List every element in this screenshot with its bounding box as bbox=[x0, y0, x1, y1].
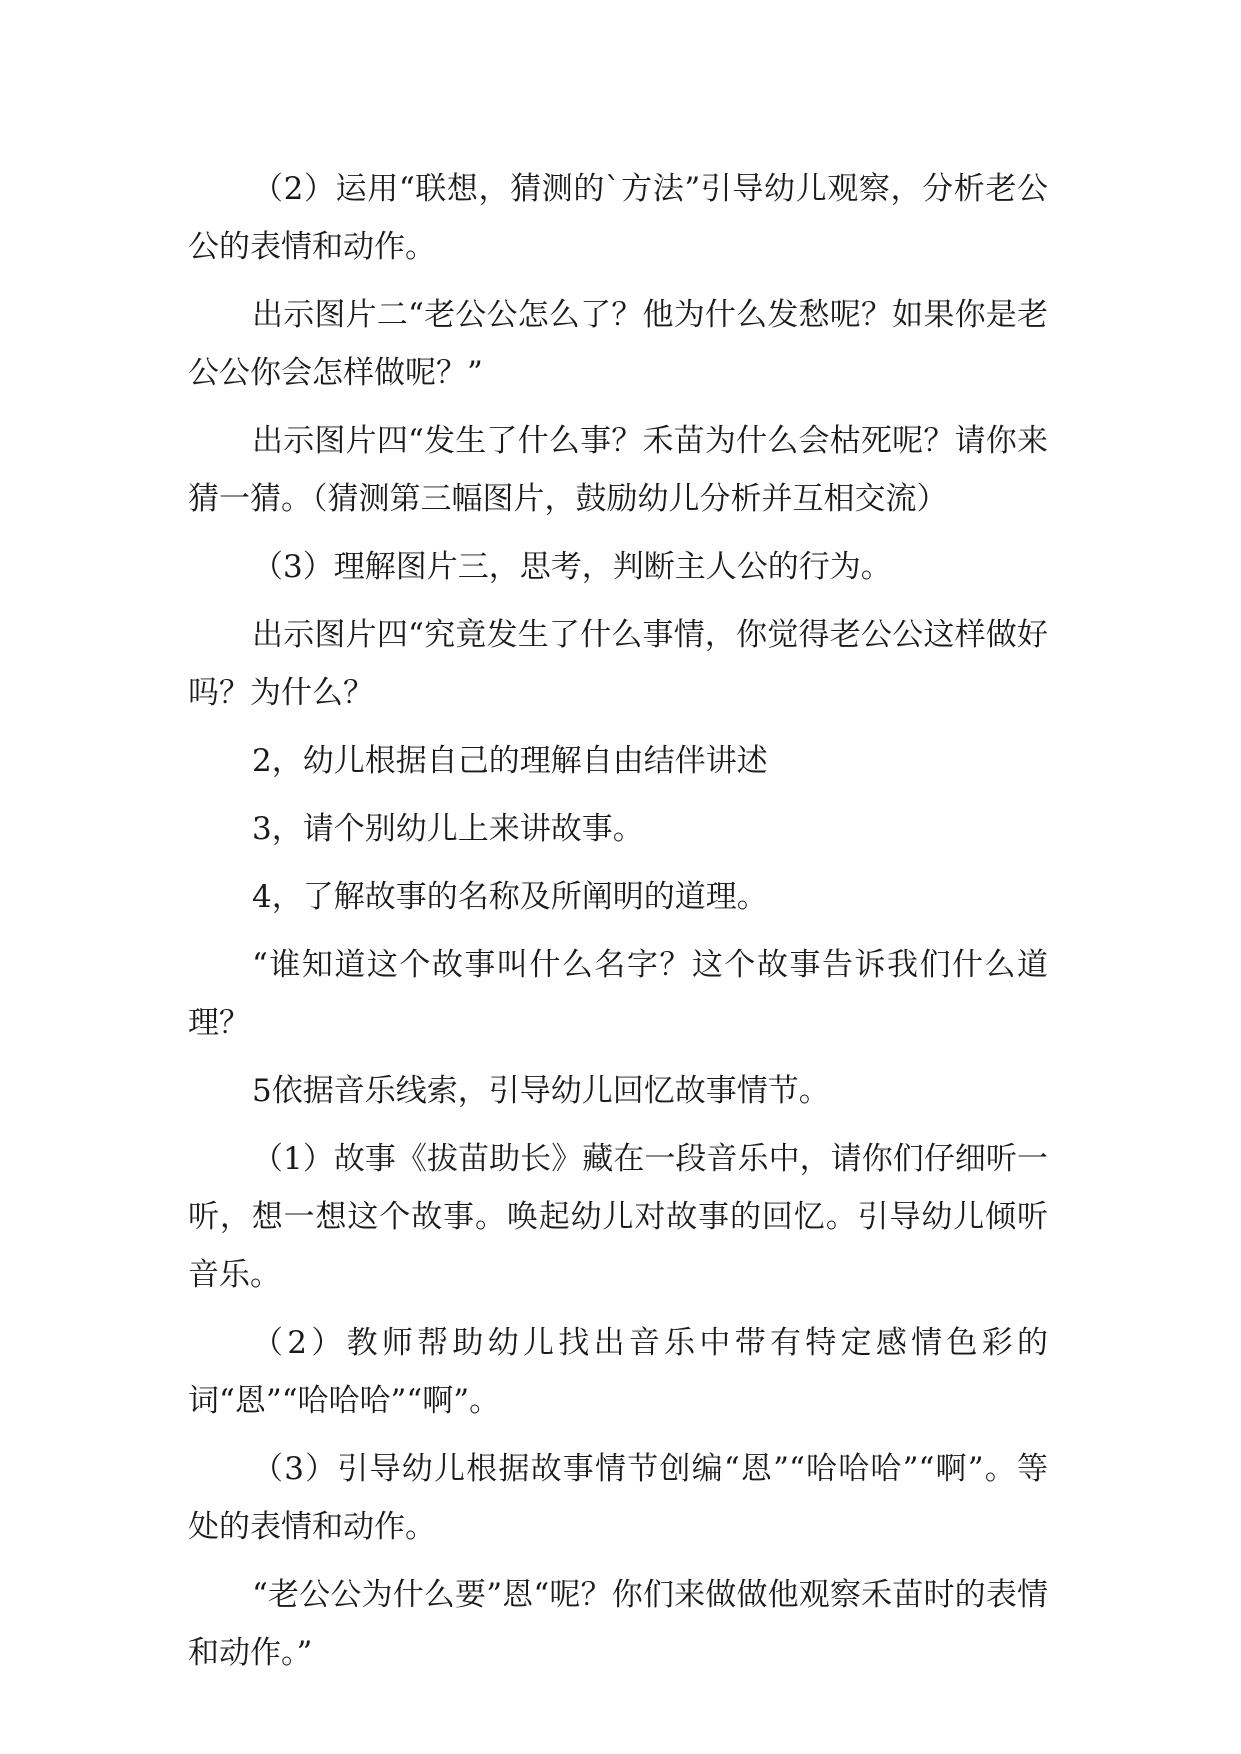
paragraph: （2）教师帮助幼儿找出音乐中带有特定感情色彩的词“恩”“哈哈哈”“啊”。 bbox=[188, 1325, 1048, 1419]
paragraph: 5依据音乐线索，引导幼儿回忆故事情节。 bbox=[252, 1073, 830, 1109]
paragraph: “谁知道这个故事叫什么名字？这个故事告诉我们什么道理？ bbox=[188, 947, 1048, 1041]
paragraph: 2，幼儿根据自己的理解自由结伴讲述 bbox=[252, 743, 768, 779]
document-body bbox=[188, 160, 1048, 1682]
paragraph: 出示图片四“发生了什么事？禾苗为什么会枯死呢？请你来猜一猜。（猜测第三幅图片，鼓励幼儿分析并互相交流） bbox=[188, 423, 1048, 517]
paragraph: （3）引导幼儿根据故事情节创编“恩”“哈哈哈”“啊”。等处的表情和动作。 bbox=[188, 1451, 1048, 1545]
paragraph: 出示图片四“究竟发生了什么事情，你觉得老公公这样做好吗？为什么？ bbox=[188, 617, 1048, 711]
paragraph: “老公公为什么要”恩“呢？你们来做做他观察禾苗时的表情和动作。” bbox=[188, 1577, 1048, 1671]
paragraph: （3）理解图片三，思考，判断主人公的行为。 bbox=[252, 549, 892, 585]
paragraph: 4，了解故事的名称及所阐明的道理。 bbox=[252, 879, 768, 915]
paragraph: 出示图片二“老公公怎么了？他为什么发愁呢？如果你是老公公你会怎样做呢？” bbox=[188, 297, 1048, 391]
paragraph: （1）故事《拔苗助长》藏在一段音乐中，请你们仔细听一听，想一想这个故事。唤起幼儿对故事的回忆。引导幼儿倾听音乐。 bbox=[188, 1141, 1048, 1293]
paragraph: 3，请个别幼儿上来讲故事。 bbox=[252, 811, 644, 847]
paragraph: （2）运用“联想，猜测的`方法”引导幼儿观察，分析老公公的表情和动作。 bbox=[188, 171, 1048, 265]
